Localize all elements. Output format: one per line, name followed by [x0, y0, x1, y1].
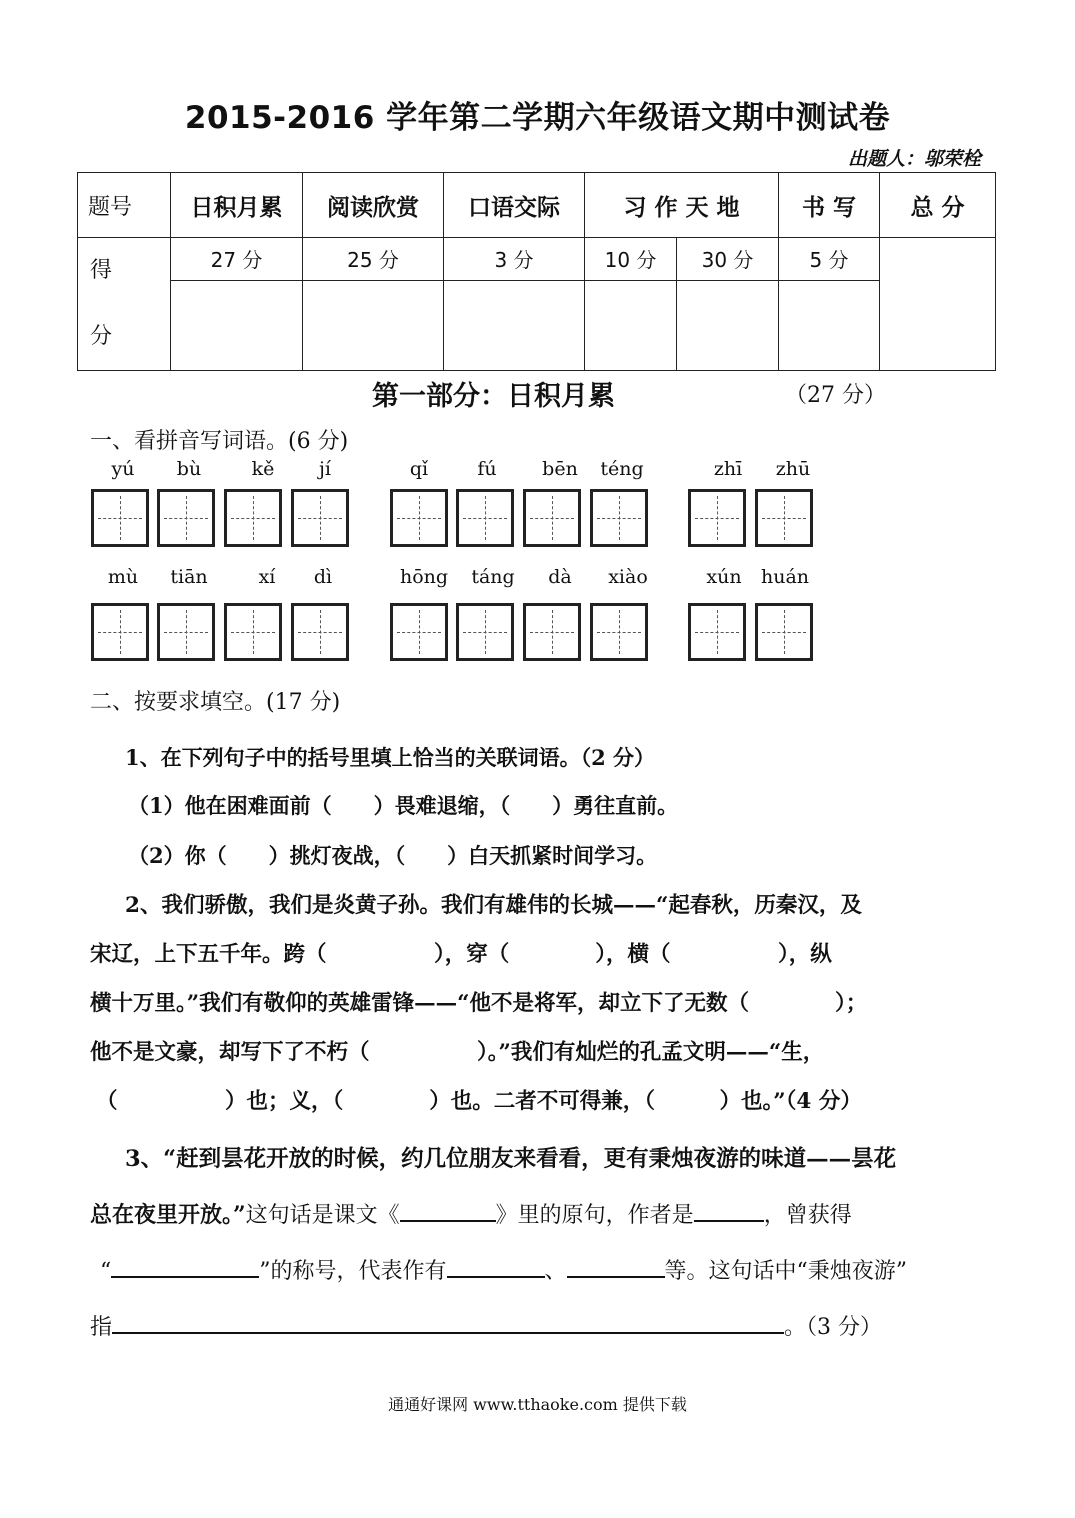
col-header: 习 作 天 地	[585, 173, 779, 238]
score-input-cell[interactable]	[171, 280, 303, 370]
q2-sub1: 1、在下列句子中的括号里填上恰当的关联词语。（2 分）	[125, 745, 656, 770]
score-input-cell[interactable]	[779, 280, 880, 370]
quote-end: 总在夜里开放。”	[90, 1202, 246, 1228]
blank-line[interactable]	[111, 1254, 259, 1278]
character-box[interactable]	[291, 603, 349, 661]
character-box[interactable]	[91, 603, 149, 661]
q1-heading: 一、看拼音写词语。(6 分)	[90, 429, 349, 454]
character-box[interactable]	[688, 489, 746, 547]
pinyin-label: zhī	[713, 458, 743, 480]
character-box[interactable]	[755, 489, 813, 547]
score-label-1: 得	[90, 258, 113, 283]
q2-sub2-line: 他不是文豪，却写下了不朽（ ）。”我们有灿烂的孔孟文明——“生，	[90, 1040, 825, 1065]
character-box[interactable]	[157, 603, 215, 661]
pinyin-label: mù	[107, 566, 139, 588]
character-box[interactable]	[523, 603, 581, 661]
col-header: 口语交际	[444, 173, 585, 238]
character-box[interactable]	[590, 489, 648, 547]
character-box[interactable]	[91, 489, 149, 547]
pinyin-label: dà	[548, 566, 572, 588]
q2-sub1b: （2）你（ ）挑灯夜战，（ ）白天抓紧时间学习。	[128, 843, 658, 868]
part-score: （27 分）	[785, 383, 886, 408]
pinyin-label: dì	[313, 566, 333, 588]
score-input-cell[interactable]	[444, 280, 585, 370]
points-cell: 30 分	[677, 238, 779, 281]
points-cell: 5 分	[779, 238, 880, 281]
blank-line[interactable]	[400, 1198, 496, 1222]
pinyin-label: xí	[258, 566, 276, 588]
pinyin-label: jí	[319, 458, 331, 480]
text: 指	[90, 1315, 113, 1340]
points-cell: 10 分	[585, 238, 677, 281]
total-score-cell[interactable]	[880, 238, 996, 371]
blank-line[interactable]	[567, 1254, 665, 1278]
pinyin-label: téng	[600, 458, 644, 480]
blank-line[interactable]	[694, 1198, 764, 1222]
character-box[interactable]	[390, 489, 448, 547]
score-input-cell[interactable]	[303, 280, 444, 370]
score-label-2: 分	[90, 324, 113, 349]
character-box[interactable]	[224, 603, 282, 661]
q2-sub2-line: （ ）也；义，（ ）也。二者不可得兼，（ ）也。”（4 分）	[96, 1089, 862, 1114]
part-title: 第一部分：日积月累	[372, 381, 615, 412]
pinyin-label: bēn	[542, 458, 578, 480]
row-label: 题号	[78, 173, 171, 238]
q2-sub1a: （1）他在困难面前（ ）畏难退缩，（ ）勇往直前。	[128, 793, 679, 818]
text: ，曾获得	[763, 1203, 852, 1228]
score-input-cell[interactable]	[585, 280, 677, 370]
q2-sub3-line: 3、“赶到昙花开放的时候，约几位朋友来看看，更有秉烛夜游的味道——昙花	[125, 1146, 897, 1172]
pinyin-label: kě	[251, 458, 275, 480]
score-label	[78, 238, 171, 371]
text: ”的称号，代表作有	[259, 1259, 447, 1284]
pinyin-label: hōng	[399, 566, 449, 588]
character-box[interactable]	[523, 489, 581, 547]
score-input-cell[interactable]	[677, 280, 779, 370]
character-box[interactable]	[755, 603, 813, 661]
pinyin-label: qǐ	[409, 458, 429, 480]
character-box[interactable]	[590, 603, 648, 661]
q2-sub2-line: 横十万里。”我们有敬仰的英雄雷锋——“他不是将军，却立下了无数（ ）；	[90, 991, 868, 1016]
page-title: 2015-2016 学年第二学期六年级语文期中测试卷	[184, 100, 891, 136]
author-line: 出题人：邬荣栓	[847, 148, 981, 170]
text: 。（3 分）	[784, 1315, 883, 1340]
q2-sub3-line3	[100, 1254, 907, 1285]
blank-line[interactable]	[112, 1310, 784, 1334]
q2-sub2-line: 宋辽，上下五千年。跨（ ），穿（ ），横（ ），纵	[90, 942, 832, 967]
q2-sub3-line4	[90, 1310, 882, 1341]
pinyin-label: huán	[760, 566, 810, 588]
q2-heading: 二、按要求填空。(17 分)	[90, 690, 341, 715]
character-box[interactable]	[157, 489, 215, 547]
pinyin-label: zhū	[775, 458, 811, 480]
pinyin-label: xiào	[608, 566, 648, 588]
col-header: 阅读欣赏	[303, 173, 444, 238]
pinyin-label: tiān	[170, 566, 208, 588]
text: 等。这句话中“秉烛夜游”	[664, 1259, 908, 1284]
col-header: 总 分	[880, 173, 996, 238]
text: 、	[544, 1259, 567, 1284]
character-box[interactable]	[291, 489, 349, 547]
character-box[interactable]	[456, 489, 514, 547]
character-box[interactable]	[688, 603, 746, 661]
q2-sub2-line: 2、我们骄傲，我们是炎黄子孙。我们有雄伟的长城——“起春秋，历秦汉，及	[125, 893, 862, 918]
pinyin-label: táng	[471, 566, 515, 588]
col-header: 书 写	[779, 173, 880, 238]
footer: 通通好课网 www.tthaoke.com 提供下载	[388, 1395, 687, 1414]
character-box[interactable]	[456, 603, 514, 661]
pinyin-label: xún	[706, 566, 742, 588]
text: “	[100, 1259, 112, 1284]
points-cell: 27 分	[171, 238, 303, 281]
pinyin-label: fú	[477, 458, 497, 480]
score-table	[77, 172, 996, 371]
character-box[interactable]	[224, 489, 282, 547]
q2-sub3-line2	[90, 1198, 852, 1229]
col-header: 日积月累	[171, 173, 303, 238]
points-cell: 3 分	[444, 238, 585, 281]
character-box[interactable]	[390, 603, 448, 661]
points-cell: 25 分	[303, 238, 444, 281]
blank-line[interactable]	[447, 1254, 545, 1278]
text: 这句话是课文《	[245, 1203, 400, 1228]
pinyin-label: bù	[176, 458, 202, 480]
pinyin-label: yú	[111, 458, 135, 480]
text: 》里的原句，作者是	[495, 1203, 694, 1228]
